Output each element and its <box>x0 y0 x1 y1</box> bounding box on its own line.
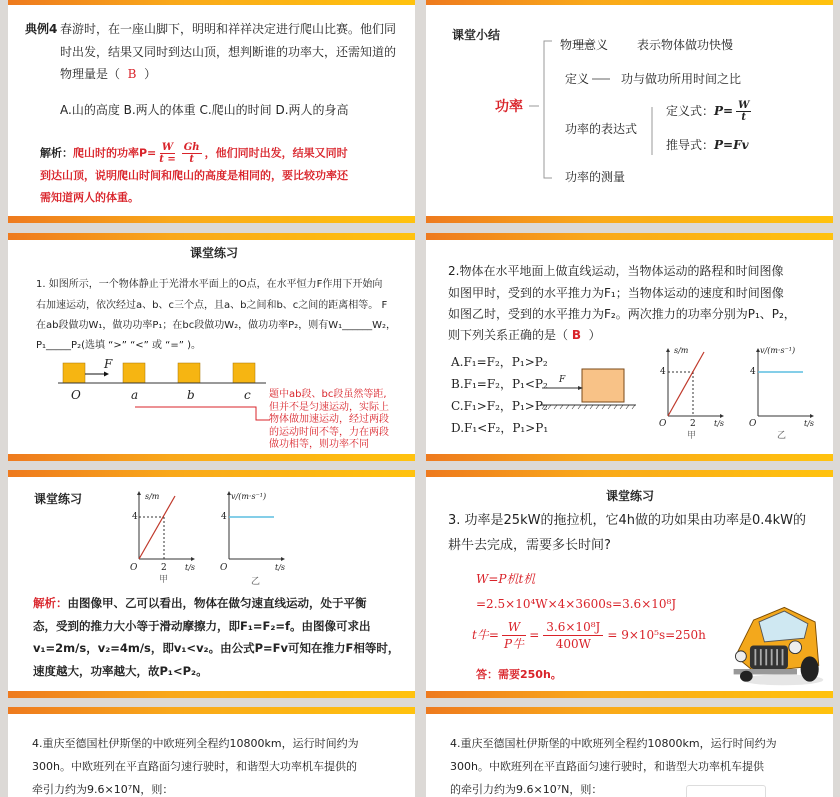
bottom-bar <box>8 216 415 223</box>
tree-item: 功率的测量 <box>565 170 626 184</box>
analysis-line: 速度越大，功率越大，故P₁<P₂。 <box>33 663 208 678</box>
numerator: W <box>738 100 750 111</box>
top-bar <box>426 470 833 477</box>
y-axis-label: s/m <box>674 346 689 355</box>
top-bar <box>8 707 415 714</box>
analysis <box>33 592 399 682</box>
denominator: t <box>741 112 747 123</box>
options: A.山的高度 B.两人的体重 C.爬山的时间 D.两人的身高 <box>60 103 349 117</box>
question-line: 耕牛去完成，需要多长时间? <box>448 538 611 553</box>
x-axis-label: t/s <box>185 563 196 572</box>
numerator: Gh <box>183 142 200 153</box>
calc-text: = <box>529 628 540 642</box>
slide-example-4[interactable] <box>8 0 415 223</box>
slide-exercise-3[interactable] <box>426 470 833 698</box>
slide-title: 课堂小结 <box>452 28 501 42</box>
tree-item: 定义 <box>565 72 590 86</box>
question-line: 2.物体在水平地面上做直线运动，当物体运动的路程和时间图像 <box>448 264 784 278</box>
x-tick: 2 <box>161 563 167 573</box>
s-t-line <box>139 496 175 559</box>
question-line: 的牵引力约为9.6×10⁷N，则： <box>450 783 603 796</box>
tree-item-desc: 表示物体做功快慢 <box>637 38 734 52</box>
analysis-text: 爬山时的功率P= <box>73 146 157 160</box>
numerator: W <box>161 142 174 153</box>
x-axis-label: t/s <box>804 419 815 428</box>
graph-caption: 甲 <box>159 575 169 585</box>
slide-exercise-1[interactable] <box>8 233 415 461</box>
note-pointer <box>135 407 270 420</box>
question-line: 4.重庆至德国杜伊斯堡的中欧班列全程约10800km，运行时间约为 <box>450 737 777 750</box>
answer: B <box>571 328 581 342</box>
question-line: 4.重庆至德国杜伊斯堡的中欧班列全程约10800km，运行时间约为 <box>32 737 359 750</box>
question-line <box>60 67 156 81</box>
y-axis-label: v/(m·s⁻¹) <box>231 492 267 501</box>
bottom-bar <box>8 454 415 461</box>
analysis-label: 解析： <box>40 146 73 160</box>
analysis-text: ，他们同时出发，结果又同时 <box>204 146 348 160</box>
question-line: 300h。中欧班列在平直路面匀速行驶时，和谐型大功率机车提供 <box>450 760 764 773</box>
close-paren: ） <box>144 67 157 81</box>
slide-summary[interactable] <box>426 0 833 223</box>
top-bar <box>426 707 833 714</box>
formula-text: P= <box>714 104 734 118</box>
top-bar <box>8 0 415 5</box>
answer: B <box>127 67 137 81</box>
question-line: 300h。中欧班列在平直路面匀速行驶时，和谐型大功率机车提供的 <box>32 760 357 773</box>
question-line: 右加速运动，依次经过a、b、c三个点，且a、b之间和b、c之间的距离相等。 F <box>36 300 388 311</box>
question-line: P₁_____P₂(选填 “>” “<” 或 “=” )。 <box>36 340 201 351</box>
origin-label: O <box>749 419 757 429</box>
formula <box>666 138 749 152</box>
arrow-head-icon <box>104 372 109 377</box>
top-bar <box>8 470 415 477</box>
denominator: t = <box>159 154 176 165</box>
note-line: 的运动时间不等，力在两段 <box>269 426 389 438</box>
slide-title: 课堂练习 <box>190 246 239 260</box>
close-paren: ） <box>588 328 601 342</box>
block-a <box>123 363 145 383</box>
origin-label: O <box>130 563 138 573</box>
formula-text: P=Fv <box>714 138 749 152</box>
s-t-line <box>668 352 704 416</box>
option: A.F₁=F₂，P₁>P₂ <box>451 355 548 369</box>
point-label: c <box>244 388 251 402</box>
bottom-bar <box>426 691 833 698</box>
formula <box>666 100 754 123</box>
denominator: P牛 <box>504 637 525 651</box>
option: C.F₁>F₂，P₁>P₂ <box>451 399 548 413</box>
question-line: 1. 如图所示，一个物体静止于光滑水平面上的O点，在水平恒力F作用下开始向 <box>36 279 383 290</box>
note-line: 做功相等，则功率不同 <box>269 439 369 450</box>
x-axis-label: t/s <box>714 419 725 428</box>
example-label: 典例4 <box>25 22 58 36</box>
box <box>582 369 624 402</box>
fraction <box>543 619 603 652</box>
tractor-car-illustration <box>728 602 828 688</box>
point-label: b <box>187 388 195 402</box>
block-b <box>178 363 200 383</box>
force-label: F <box>559 375 566 385</box>
point-label: O <box>71 388 81 402</box>
formula-label: 推导式： <box>666 138 715 152</box>
denominator: 400W <box>555 637 591 651</box>
x-tick: 2 <box>690 419 696 429</box>
block-c <box>233 363 255 383</box>
fraction <box>736 100 751 123</box>
tree-item: 物理意义 <box>560 38 609 52</box>
formula-label: 定义式： <box>666 104 715 118</box>
slide-exercise-2-analysis[interactable] <box>8 470 415 698</box>
x-axis-label: t/s <box>275 563 286 572</box>
origin-label: O <box>659 419 667 429</box>
image-placeholder <box>686 785 766 797</box>
y-axis-label: s/m <box>145 492 160 501</box>
graph-caption: 乙 <box>777 431 787 441</box>
question-line: 如图乙时，受到的水平推力为F₂。两次推力的功率分别为P₁、P₂， <box>448 307 796 321</box>
question-line: 3. 功率是25kW的拖拉机，它4h做的功如果由功率是0.4kW的 <box>448 513 807 528</box>
calc-line: W=P机t机 <box>476 572 536 586</box>
y-tick: 4 <box>660 367 666 377</box>
calc-text: = 9×10⁵s=250h <box>607 628 706 642</box>
analysis-line: v₁=2m/s，v₂=4m/s，即v₁<v₂。由公式P=Fv可知在推力F相等时， <box>33 641 400 655</box>
slide-title: 课堂练习 <box>34 492 83 506</box>
analysis <box>40 142 348 209</box>
y-tick: 4 <box>750 367 756 377</box>
note <box>269 389 389 452</box>
y-axis-label: v/(m·s⁻¹) <box>760 346 796 355</box>
question-line: 时出发，结果又同时到达山顶，想判断谁的功率大，还需知道的 <box>60 45 397 59</box>
question-text: 物理量是（ <box>60 67 121 81</box>
tree-item: 功率的表达式 <box>565 122 638 136</box>
note-line: 题中ab段、bc段虽然等距, <box>269 389 387 400</box>
denominator: t <box>189 154 194 165</box>
calc-text: t牛= <box>472 628 499 642</box>
bottom-bar <box>426 454 833 461</box>
calc-line: =2.5×10⁴W×4×3600s=3.6×10⁸J <box>476 597 677 611</box>
origin-label: O <box>220 563 228 573</box>
bottom-bar <box>8 691 415 698</box>
analysis-line: 态，受到的推力大小等于滑动摩擦力，即F₁=F₂=f。由图像可求出 <box>33 618 371 633</box>
analysis-text: 到达山顶，说明爬山时间和爬山的高度是相同的，要比较功率还 <box>40 169 348 182</box>
tree-lines <box>426 0 833 223</box>
bottom-bar <box>426 216 833 223</box>
question-line: 如图甲时，受到的水平推力为F₁；当物体运动的速度和时间图像 <box>448 286 784 300</box>
tree-item-desc: 功与做功所用时间之比 <box>621 72 742 86</box>
question-line: 在ab段做功W₁，做功功率P₁；在bc段做功W₂，做功功率P₂，则有W₁______W₂， <box>36 320 396 331</box>
note-line: 物体做加速运动，经过两段 <box>269 414 389 425</box>
analysis-label: 解析： <box>33 596 68 610</box>
graph-caption: 甲 <box>687 431 697 441</box>
force-label: F <box>104 357 113 371</box>
analysis-line: 由图像甲、乙可以看出，物体在做匀速直线运动，处于平衡 <box>67 596 367 610</box>
point-label: a <box>131 388 139 402</box>
fraction <box>182 142 202 165</box>
calc-line <box>472 613 706 657</box>
fraction <box>502 619 526 652</box>
option: D.F₁<F₂，P₁>P₁ <box>451 421 549 435</box>
question-line: 春游时，在一座山脚下，明明和祥祥决定进行爬山比赛。他们同 <box>60 22 397 36</box>
root-concept: 功率 <box>495 99 523 115</box>
fraction <box>159 142 175 165</box>
y-tick: 4 <box>132 512 138 522</box>
slide-exercise-2[interactable] <box>426 233 833 461</box>
answer: 答：需要250h。 <box>476 668 562 681</box>
question-line: 牵引力约为9.6×10⁷N，则： <box>32 783 174 796</box>
slide-exercise-4-copy[interactable] <box>426 707 833 797</box>
question-text: 则下列关系正确的是（ <box>448 328 569 342</box>
option: B.F₁=F₂，P₁<P₂ <box>451 377 548 391</box>
note-line: 但并不是匀速运动，实际上 <box>269 401 389 413</box>
numerator: 3.6×10⁸J <box>543 619 603 636</box>
slide-title: 课堂练习 <box>606 489 655 503</box>
graph-caption: 乙 <box>251 577 261 587</box>
y-tick: 4 <box>221 512 227 522</box>
block-o <box>63 363 85 383</box>
slide-exercise-4[interactable] <box>8 707 415 797</box>
analysis-text: 需知道两人的体重。 <box>40 191 139 204</box>
numerator: W <box>502 619 526 636</box>
